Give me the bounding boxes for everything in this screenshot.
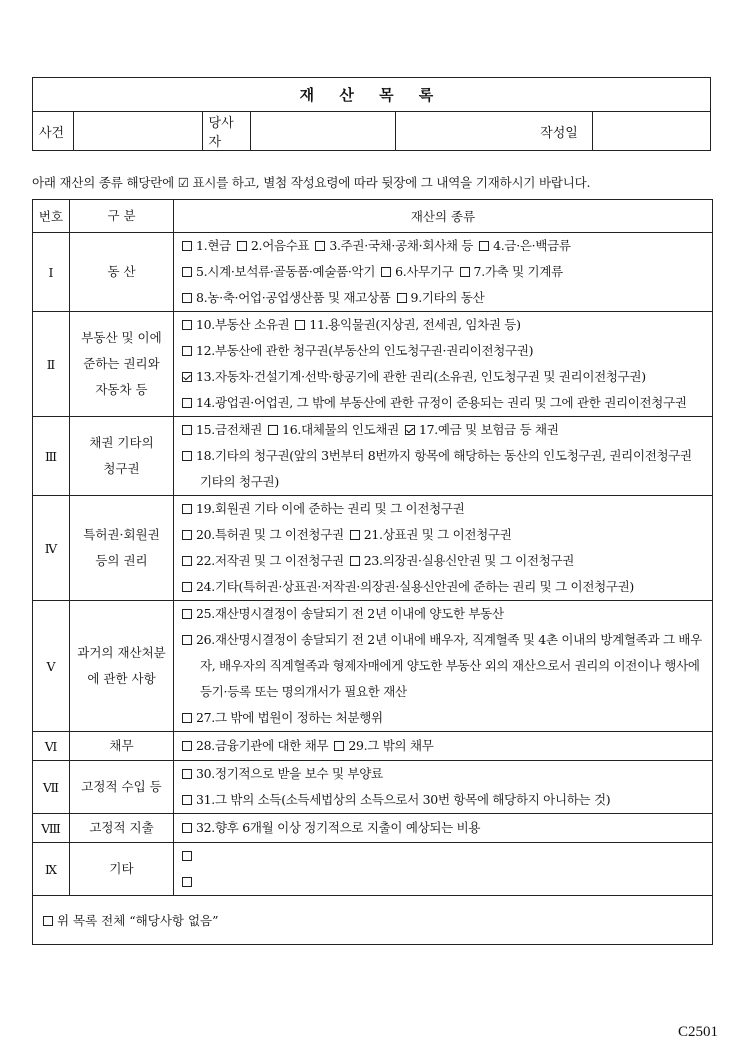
table-row [33, 814, 713, 843]
item-label: 19.회원권 기타 이에 준하는 권리 및 그 이전청구권 [196, 501, 465, 516]
row-items [174, 496, 713, 601]
property-table [32, 199, 713, 945]
item-label: 1.현금 [196, 238, 231, 253]
list-item [182, 312, 706, 338]
item-label: 26.재산명시결정이 송달되기 전 2년 이내에 배우자, 직계혈족 및 4촌 이내의 방계혈족과 그 배우자, 배우자의 직계혈족과 형제자매에게 양도한 부동산 외의 재산으로서 권리의 이전이나 행사에 등기·등록 또는 명의개서가 필요한 재산 [196, 632, 702, 699]
row-number: Ⅶ [33, 761, 70, 814]
item-label: 9.기타의 동산 [410, 290, 485, 305]
checkbox[interactable] [268, 425, 278, 435]
list-item [182, 733, 706, 759]
list-item [182, 417, 706, 443]
item-label: 25.재산명시결정이 송달되기 전 2년 이내에 양도한 부동산 [196, 606, 504, 621]
checkbox[interactable] [182, 425, 192, 435]
item-label: 6.사무기구 [395, 264, 454, 279]
list-item [182, 548, 706, 574]
table-row [33, 732, 713, 761]
row-category: 특허권·회원권 등의 권리 [70, 496, 174, 601]
checkbox[interactable] [182, 609, 192, 619]
item-label: 21.상표권 및 그 이전청구권 [363, 527, 512, 542]
list-item [182, 574, 706, 600]
item-label: 17.예금 및 보험금 등 채권 [418, 422, 559, 437]
list-item [182, 869, 706, 895]
table-row [33, 843, 713, 896]
form-code: C2501 [677, 1024, 718, 1040]
row-category: 고정적 지출 [70, 814, 174, 843]
checkbox[interactable] [182, 713, 192, 723]
item-label: 28.금융기관에 대한 채무 [196, 738, 329, 753]
list-item [182, 601, 706, 627]
row-items [174, 312, 713, 417]
date-label: 작성일 [396, 112, 593, 151]
item-label: 3.주권·국채·공채·회사채 등 [329, 238, 474, 253]
row-items [174, 233, 713, 312]
row-number: Ⅲ [33, 417, 70, 496]
case-field[interactable] [73, 112, 202, 151]
item-label: 8.농·축·어업·공업생산품 및 재고상품 [196, 290, 391, 305]
row-number: Ⅵ [33, 732, 70, 761]
row-number: Ⅱ [33, 312, 70, 417]
checkbox[interactable] [315, 241, 325, 251]
checkbox[interactable] [182, 795, 192, 805]
row-items [174, 417, 713, 496]
checkbox[interactable] [182, 372, 192, 382]
list-item [182, 443, 706, 495]
none-applicable-option [33, 896, 713, 945]
list-item [182, 233, 706, 259]
row-items [174, 814, 713, 843]
col-category-header: 구 분 [70, 200, 174, 233]
checkbox[interactable] [460, 267, 470, 277]
list-item [182, 364, 706, 390]
table-row [33, 417, 713, 496]
item-label: 31.그 밖의 소득(소득세법상의 소득으로서 30번 항목에 해당하지 아니하는 것) [196, 792, 611, 807]
row-category: 채권 기타의 청구권 [70, 417, 174, 496]
item-label: 23.의장권·실용신안권 및 그 이전청구권 [363, 553, 575, 568]
party-label: 당사자 [202, 112, 250, 151]
item-label: 18.기타의 청구권(앞의 3번부터 8번까지 항목에 해당하는 동산의 인도청구권, 권리이전청구권 기타의 청구권) [196, 448, 692, 489]
checkbox[interactable] [182, 823, 192, 833]
row-number: Ⅳ [33, 496, 70, 601]
table-row [33, 312, 713, 417]
item-label: 13.자동차·건설기계·선박·항공기에 관한 권리(소유권, 인도청구권 및 권리이전청구권) [196, 369, 646, 384]
checkbox[interactable] [182, 877, 192, 887]
checkbox[interactable] [350, 556, 360, 566]
item-label: 14.광업권·어업권, 그 밖에 부동산에 관한 규정이 준용되는 권리 및 그에 관한 권리이전청구권 [196, 395, 687, 410]
row-items [174, 761, 713, 814]
item-label: 24.기타(특허권·상표권·저작권·의장권·실용신안권에 준하는 권리 및 그 이전청구권) [196, 579, 634, 594]
row-category: 기타 [70, 843, 174, 896]
item-label: 11.용익물권(지상권, 전세권, 임차권 등) [309, 317, 521, 332]
list-item [182, 338, 706, 364]
item-label: 32.향후 6개월 이상 정기적으로 지출이 예상되는 비용 [196, 820, 481, 835]
list-item [182, 761, 706, 787]
row-category: 부동산 및 이에 준하는 권리와 자동차 등 [70, 312, 174, 417]
table-footer-row [33, 896, 713, 945]
header-table [32, 77, 711, 151]
row-category: 동 산 [70, 233, 174, 312]
checkbox[interactable] [182, 582, 192, 592]
checkbox[interactable] [182, 267, 192, 277]
checkbox[interactable] [237, 241, 247, 251]
list-item [182, 259, 706, 285]
list-item [182, 787, 706, 813]
checkbox[interactable] [182, 241, 192, 251]
row-number: Ⅴ [33, 601, 70, 732]
list-item [182, 705, 706, 731]
item-label: 2.어음수표 [250, 238, 310, 253]
checkbox[interactable] [182, 346, 192, 356]
item-label: 27.그 밖에 법원이 정하는 처분행위 [196, 710, 383, 725]
checkbox[interactable] [182, 398, 192, 408]
list-item [182, 522, 706, 548]
row-category: 과거의 재산처분에 관한 사항 [70, 601, 174, 732]
list-item [182, 390, 706, 416]
checkbox[interactable] [381, 267, 391, 277]
date-field[interactable] [592, 112, 710, 151]
row-number: Ⅰ [33, 233, 70, 312]
checkbox[interactable] [182, 320, 192, 330]
row-number: Ⅷ [33, 814, 70, 843]
item-label: 7.가축 및 기계류 [473, 264, 563, 279]
item-label: 22.저작권 및 그 이전청구권 [196, 553, 344, 568]
item-label: 20.특허권 및 그 이전청구권 [196, 527, 344, 542]
table-row [33, 233, 713, 312]
checkbox[interactable] [405, 425, 415, 435]
list-item [182, 496, 706, 522]
row-number: Ⅸ [33, 843, 70, 896]
list-item [182, 843, 706, 869]
item-label: 5.시계·보석류·골동품·예술품·악기 [196, 264, 376, 279]
page-title: 재 산 목 록 [33, 78, 711, 112]
checkbox[interactable] [350, 530, 360, 540]
row-items [174, 732, 713, 761]
list-item [182, 627, 706, 705]
row-items [174, 843, 713, 896]
checkbox[interactable] [182, 635, 192, 645]
checkbox[interactable] [295, 320, 305, 330]
checkbox[interactable] [182, 741, 192, 751]
checkbox[interactable] [182, 769, 192, 779]
table-row [33, 601, 713, 732]
checkbox[interactable] [182, 293, 192, 303]
item-label: 16.대체물의 인도채권 [282, 422, 399, 437]
item-label: 15.금전채권 [196, 422, 263, 437]
item-label: 29.그 밖의 채무 [348, 738, 434, 753]
checkbox[interactable] [182, 504, 192, 514]
table-row [33, 761, 713, 814]
checkbox[interactable] [182, 530, 192, 540]
row-items [174, 601, 713, 732]
col-number-header: 번호 [33, 200, 70, 233]
item-label: 4.금·은·백금류 [493, 238, 571, 253]
checkbox[interactable] [182, 851, 192, 861]
row-category: 고정적 수입 등 [70, 761, 174, 814]
checkbox[interactable] [182, 451, 192, 461]
none-applicable-checkbox[interactable] [43, 916, 53, 926]
checkbox[interactable] [334, 741, 344, 751]
instruction-text: 아래 재산의 종류 해당란에 ☑ 표시를 하고, 별첨 작성요령에 따라 뒷장에 그 내역을 기재하시기 바랍니다. [32, 175, 591, 190]
list-item [182, 815, 706, 841]
item-label: 30.정기적으로 받을 보수 및 부양료 [196, 766, 383, 781]
list-item [182, 285, 706, 311]
row-category: 채무 [70, 732, 174, 761]
none-applicable-label: 위 목록 전체 “해당사항 없음” [57, 913, 219, 928]
party-field[interactable] [250, 112, 395, 151]
col-types-header: 재산의 종류 [174, 200, 713, 233]
case-label: 사건 [33, 112, 74, 151]
checkbox[interactable] [397, 293, 407, 303]
table-row [33, 496, 713, 601]
item-label: 12.부동산에 관한 청구권(부동산의 인도청구권·권리이전청구권) [196, 343, 534, 358]
item-label: 10.부동산 소유권 [196, 317, 290, 332]
checkbox[interactable] [479, 241, 489, 251]
checkbox[interactable] [182, 556, 192, 566]
